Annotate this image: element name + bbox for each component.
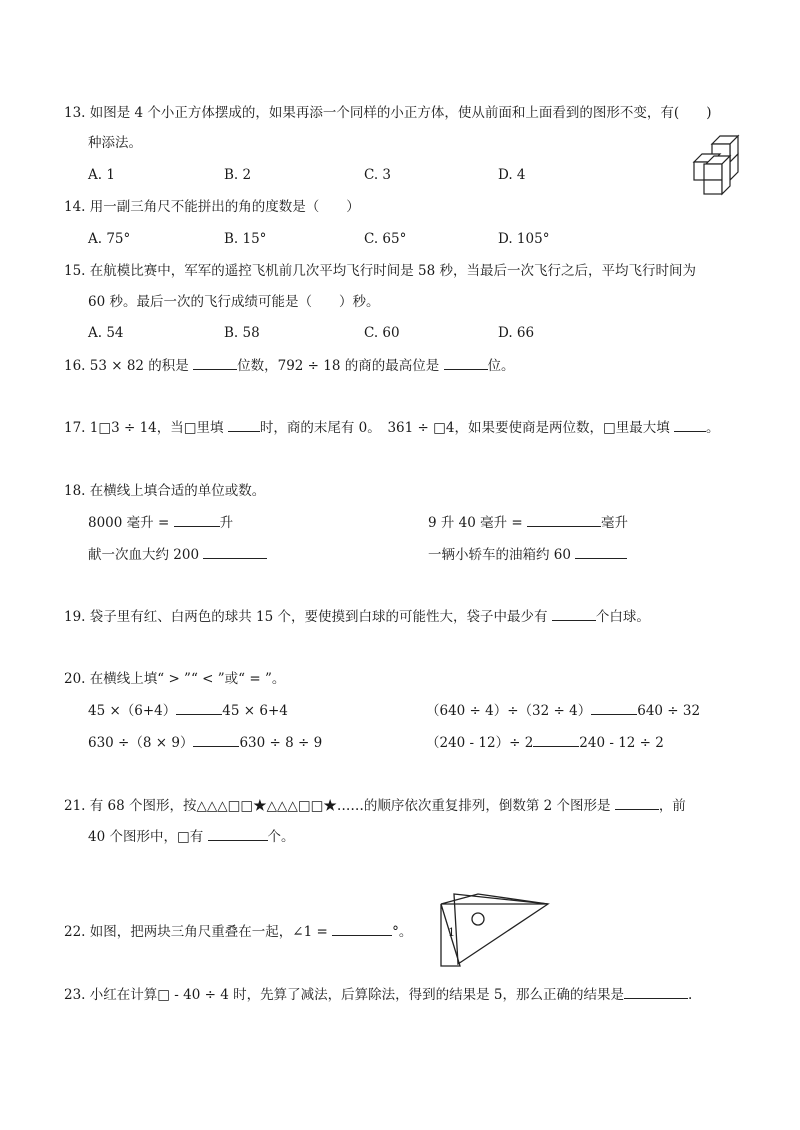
q21-blank-1[interactable] (615, 796, 659, 810)
q14-option-c: C. 65° (364, 231, 407, 247)
q20-b-left: （640 ÷ 4）÷（32 ÷ 4） (426, 703, 592, 719)
q20-item-b (426, 701, 700, 720)
q17-text-1: 17. 1□3 ÷ 14，当□里填 (64, 420, 224, 436)
q21-text-4: 个。 (267, 829, 295, 845)
q18-c-label: 献一次血大约 200 (88, 547, 200, 563)
q18-item-c (88, 545, 267, 564)
q19-text-1: 19. 袋子里有红、白两色的球共 15 个，要使摸到白球的可能性大，袋子中最少有 (64, 609, 548, 625)
q20-c-blank[interactable] (193, 733, 239, 747)
q17-line (64, 418, 720, 437)
q20-a-blank[interactable] (176, 701, 222, 715)
q23-text-2: . (688, 987, 693, 1003)
q19-blank[interactable] (552, 607, 596, 621)
q16-text-2: 位数，792 ÷ 18 的商的最高位是 (237, 358, 440, 374)
q18-b-blank[interactable] (527, 513, 601, 527)
q20-d-blank[interactable] (533, 733, 579, 747)
q21-text-1: 21. 有 68 个图形，按△△△□□★△△△□□★……的顺序依次重复排列，倒数第 2 个图形是 (64, 798, 611, 814)
q16-blank-1[interactable] (193, 356, 237, 370)
q15-option-b: B. 58 (224, 325, 260, 341)
q21-text-2: ，前 (658, 798, 686, 814)
q20-item-d (426, 733, 664, 752)
q21-line1 (64, 796, 686, 815)
q14-option-d: D. 105° (498, 231, 550, 247)
q23-text-1: 23. 小红在计算□ - 40 ÷ 4 时，先算了减法，后算除法，得到的结果是 5，那么正确的结果是 (64, 987, 624, 1003)
q20-title: 20. 在横线上填“ > ”“ < ”或“ = ”。 (64, 671, 286, 687)
q16-line (64, 356, 515, 375)
q18-a-blank[interactable] (174, 513, 220, 527)
q14-line1: 14. 用一副三角尺不能拼出的角的度数是（ ） (64, 199, 360, 215)
q15-line2: 60 秒。最后一次的飞行成绩可能是（ ）秒。 (88, 294, 380, 310)
q13-option-c: C. 3 (364, 167, 392, 183)
q15-option-a: A. 54 (88, 325, 124, 341)
q15-line1: 15. 在航模比赛中，军军的遥控飞机前几次平均飞行时间是 58 秒，当最后一次飞行之后，平均飞行时间为 (64, 263, 697, 279)
q17-blank-2[interactable] (674, 418, 706, 432)
q22-line (64, 922, 412, 941)
q18-item-d (428, 545, 627, 564)
q20-c-left: 630 ÷（8 × 9） (88, 735, 194, 751)
q20-a-left: 45 ×（6+4） (88, 703, 177, 719)
q18-title: 18. 在横线上填合适的单位或数。 (64, 483, 266, 499)
q22-text-1: 22. 如图，把两块三角尺重叠在一起，∠1 = (64, 924, 328, 940)
q20-b-right: 640 ÷ 32 (637, 703, 701, 719)
q13-line1: 13. 如图是 4 个小正方体摆成的，如果再添一个同样的小正方体，使从前面和上面看到的图形不变，有( ) (64, 105, 712, 121)
q16-text-3: 位。 (487, 358, 515, 374)
q22-text-2: °。 (392, 924, 413, 940)
q21-text-3: 40 个图形中，□有 (88, 829, 204, 845)
q20-c-right: 630 ÷ 8 ÷ 9 (239, 735, 323, 751)
q20-item-c (88, 733, 322, 752)
q21-blank-2[interactable] (208, 827, 268, 841)
q18-b-label: 9 升 40 毫升 = (428, 515, 523, 531)
cubes-figure (686, 134, 746, 196)
q19-text-2: 个白球。 (595, 609, 650, 625)
q20-d-right: 240 - 12 ÷ 2 (579, 735, 664, 751)
q13-option-b: B. 2 (224, 167, 252, 183)
q13-option-a: A. 1 (88, 167, 115, 183)
q18-a-unit: 升 (219, 515, 234, 531)
q18-d-blank[interactable] (575, 545, 627, 559)
q16-blank-2[interactable] (444, 356, 488, 370)
q16-text-1: 16. 53 × 82 的积是 (64, 358, 189, 374)
angle-1-label: 1 (448, 926, 455, 939)
q15-option-c: C. 60 (364, 325, 400, 341)
q23-line (64, 985, 692, 1004)
q19-line (64, 607, 650, 626)
q18-a-label: 8000 毫升 = (88, 515, 170, 531)
q20-b-blank[interactable] (591, 701, 637, 715)
q23-blank[interactable] (624, 985, 688, 999)
q21-line2 (88, 827, 295, 846)
q17-text-2: 时，商的末尾有 0。 361 ÷ □4，如果要使商是两位数，□里最大填 (259, 420, 670, 436)
q14-option-b: B. 15° (224, 231, 267, 247)
q14-option-a: A. 75° (88, 231, 131, 247)
q13-line2: 种添法。 (88, 135, 142, 151)
q18-b-unit: 毫升 (601, 515, 629, 531)
q22-blank[interactable] (332, 922, 392, 936)
q13-option-d: D. 4 (498, 167, 526, 183)
q20-item-a (88, 701, 288, 720)
q20-d-left: （240 - 12）÷ 2 (426, 735, 534, 751)
q20-a-right: 45 × 6+4 (222, 703, 288, 719)
q18-d-label: 一辆小轿车的油箱约 60 (428, 547, 571, 563)
q17-blank-1[interactable] (228, 418, 260, 432)
q17-text-3: 。 (706, 420, 720, 436)
q18-c-blank[interactable] (203, 545, 267, 559)
q18-item-a (88, 513, 233, 532)
q15-option-d: D. 66 (498, 325, 535, 341)
q18-item-b (428, 513, 628, 532)
